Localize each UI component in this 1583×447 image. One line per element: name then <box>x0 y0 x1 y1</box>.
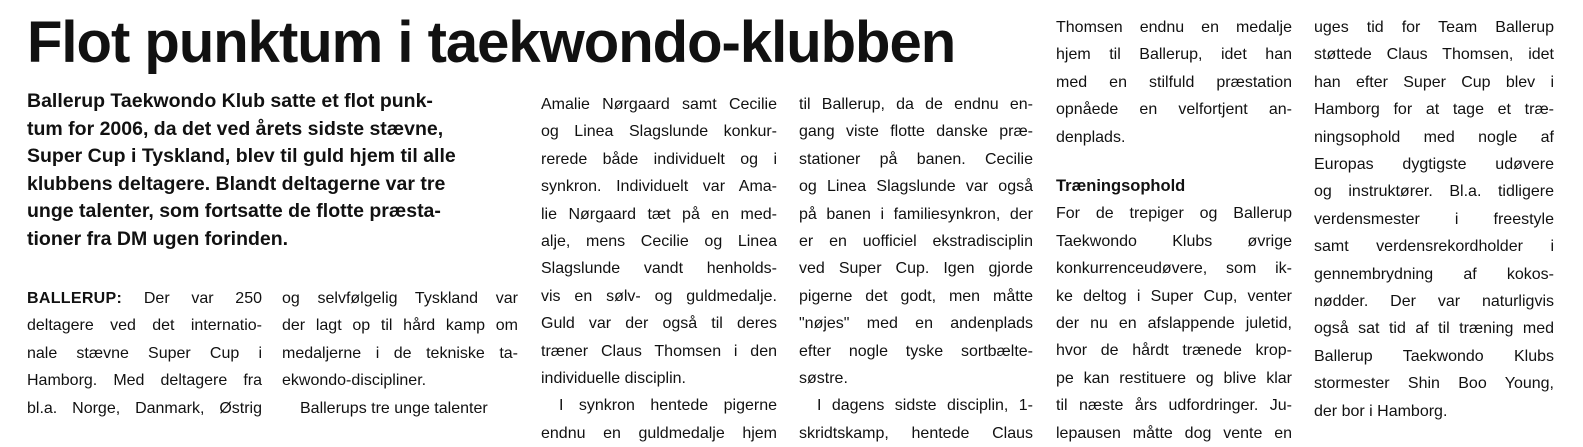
body-line: med en stilfuld præstation <box>1056 73 1292 91</box>
body-line: pe kan restituere og blive klar <box>1056 369 1292 387</box>
body-line: verdensmester i freestyle <box>1314 210 1554 228</box>
body-line: lie Nørgaard tæt på en med- <box>541 205 777 223</box>
body-line: bl.a. Norge, Danmark, Østrig <box>27 399 262 417</box>
body-column-1 <box>27 285 262 422</box>
body-line: Amalie Nørgaard samt Cecilie <box>541 96 777 113</box>
body-line: "nøjes" med en andenplads <box>799 315 1033 333</box>
body-line: denplads. <box>1056 128 1126 146</box>
body-line: I dagens sidste disciplin, 1- <box>817 397 1033 415</box>
body-line: han efter Super Cup blev i <box>1314 73 1554 91</box>
body-line: Europas dygtigste udøvere <box>1314 156 1554 174</box>
body-line: stormester Shin Boo Young, <box>1314 375 1554 393</box>
body-line: Hamborg for at tage et træ- <box>1314 101 1554 119</box>
body-line: konkurrenceudøvere, som ik- <box>1056 260 1292 278</box>
body-line: der nu en afslappende juletid, <box>1056 315 1292 333</box>
body-line: ningsophold med nogle af <box>1314 128 1554 146</box>
body-line: synkron. Individuelt var Ama- <box>541 178 777 196</box>
body-line: stationer på banen. Cecilie <box>799 150 1033 168</box>
body-line: deltagere ved det internatio- <box>27 317 262 335</box>
body-line: er en uofficiel ekstradisciplin <box>799 233 1033 251</box>
body-line: og selvfølgelig Tyskland var <box>282 290 518 307</box>
body-line: skridtskamp, hentede Claus <box>799 424 1033 442</box>
body-line: samt verdensrekordholder i <box>1314 238 1554 256</box>
body-line: alje, mens Cecilie og Linea <box>541 233 777 251</box>
body-column-5 <box>1056 14 1292 447</box>
lead-line: tioner fra DM ugen forinden. <box>27 227 289 250</box>
body-line: nale stævne Super Cup i <box>27 344 262 362</box>
body-line: og Linea Slagslunde konkur- <box>541 123 777 141</box>
body-line: ke deltog i Super Cup, venter <box>1056 287 1292 305</box>
body-line: ekwondo-discipliner. <box>282 372 427 390</box>
body-line: Taekwondo Klubs øvrige <box>1056 232 1292 250</box>
section-subheading: Træningsophold <box>1056 177 1186 196</box>
body-line: uges tid for Team Ballerup <box>1314 19 1554 36</box>
body-line: hvor de hårdt trænede krop- <box>1056 342 1292 360</box>
body-line: For de trepiger og Ballerup <box>1056 205 1292 223</box>
lead-line: unge talenter, som fortsatte de flotte præsta- <box>27 200 441 223</box>
body-column-4 <box>799 91 1033 447</box>
body-line: støttede Claus Thomsen, idet <box>1314 46 1554 64</box>
body-column-3 <box>541 91 777 447</box>
body-line: træner Claus Thomsen i den <box>541 342 777 360</box>
body-line: lepausen måtte dog vente en <box>1056 424 1292 442</box>
body-line: rerede både individuelt og i <box>541 150 777 168</box>
body-line: til Ballerup, da de endnu en- <box>799 96 1033 113</box>
body-line: medaljerne i de tekniske ta- <box>282 344 518 362</box>
lead-line: Ballerup Taekwondo Klub satte et flot punk- <box>27 90 433 112</box>
body-line <box>27 285 262 312</box>
body-line: endnu en guldmedalje hjem <box>541 424 777 442</box>
body-line: på banen i familiesynkron, der <box>799 205 1033 223</box>
body-line: også sat tid af til træning med <box>1314 320 1554 338</box>
body-line: og instruktører. Bl.a. tidligere <box>1314 183 1554 201</box>
body-line: Guld var der også til deres <box>541 315 777 333</box>
body-text: Der var 250 <box>143 290 262 307</box>
body-line: der lagt op til hård kamp om <box>282 317 518 335</box>
dateline: BALLERUP: <box>27 290 123 307</box>
article-lead <box>27 88 517 254</box>
lead-line: Super Cup i Tyskland, blev til guld hjem til alle <box>27 145 456 168</box>
body-line: Hamborg. Med deltagere fra <box>27 372 262 390</box>
body-line: nødder. Der var naturligvis <box>1314 293 1554 311</box>
lead-line: klubbens deltagere. Blandt deltagerne var tre <box>27 172 446 195</box>
body-line: hjem til Ballerup, idet han <box>1056 46 1292 64</box>
body-line: Slagslunde vandt henholds- <box>541 260 777 278</box>
body-line: Ballerup Taekwondo Klubs <box>1314 347 1554 365</box>
body-line: der bor i Hamborg. <box>1314 402 1448 420</box>
body-column-2 <box>282 285 518 422</box>
body-line: efter nogle tyske sortbælte- <box>799 342 1033 360</box>
body-line: vis en sølv- og guldmedalje. <box>541 287 777 305</box>
body-line: og Linea Slagslunde var også <box>799 178 1033 196</box>
body-line: individuelle disciplin. <box>541 370 686 388</box>
body-line: gang viste flotte danske præ- <box>799 123 1033 141</box>
body-line: gennembrydning af kokos- <box>1314 265 1554 283</box>
body-line: I synkron hentede pigerne <box>559 397 777 415</box>
body-line: ved Super Cup. Igen gjorde <box>799 260 1033 278</box>
body-line: Ballerups tre unge talenter <box>300 399 488 417</box>
body-line: opnåede en velfortjent an- <box>1056 101 1292 119</box>
body-line: Thomsen endnu en medalje <box>1056 19 1292 36</box>
body-line: til næste års udfordringer. Ju- <box>1056 397 1292 415</box>
body-line: søstre. <box>799 370 848 388</box>
lead-line: tum for 2006, da det ved årets sidste stævne, <box>27 117 444 140</box>
article-headline: Flot punktum i taekwondo-klubben <box>27 10 956 75</box>
body-line: pigerne det godt, men måtte <box>799 287 1033 305</box>
body-column-6 <box>1314 14 1554 425</box>
